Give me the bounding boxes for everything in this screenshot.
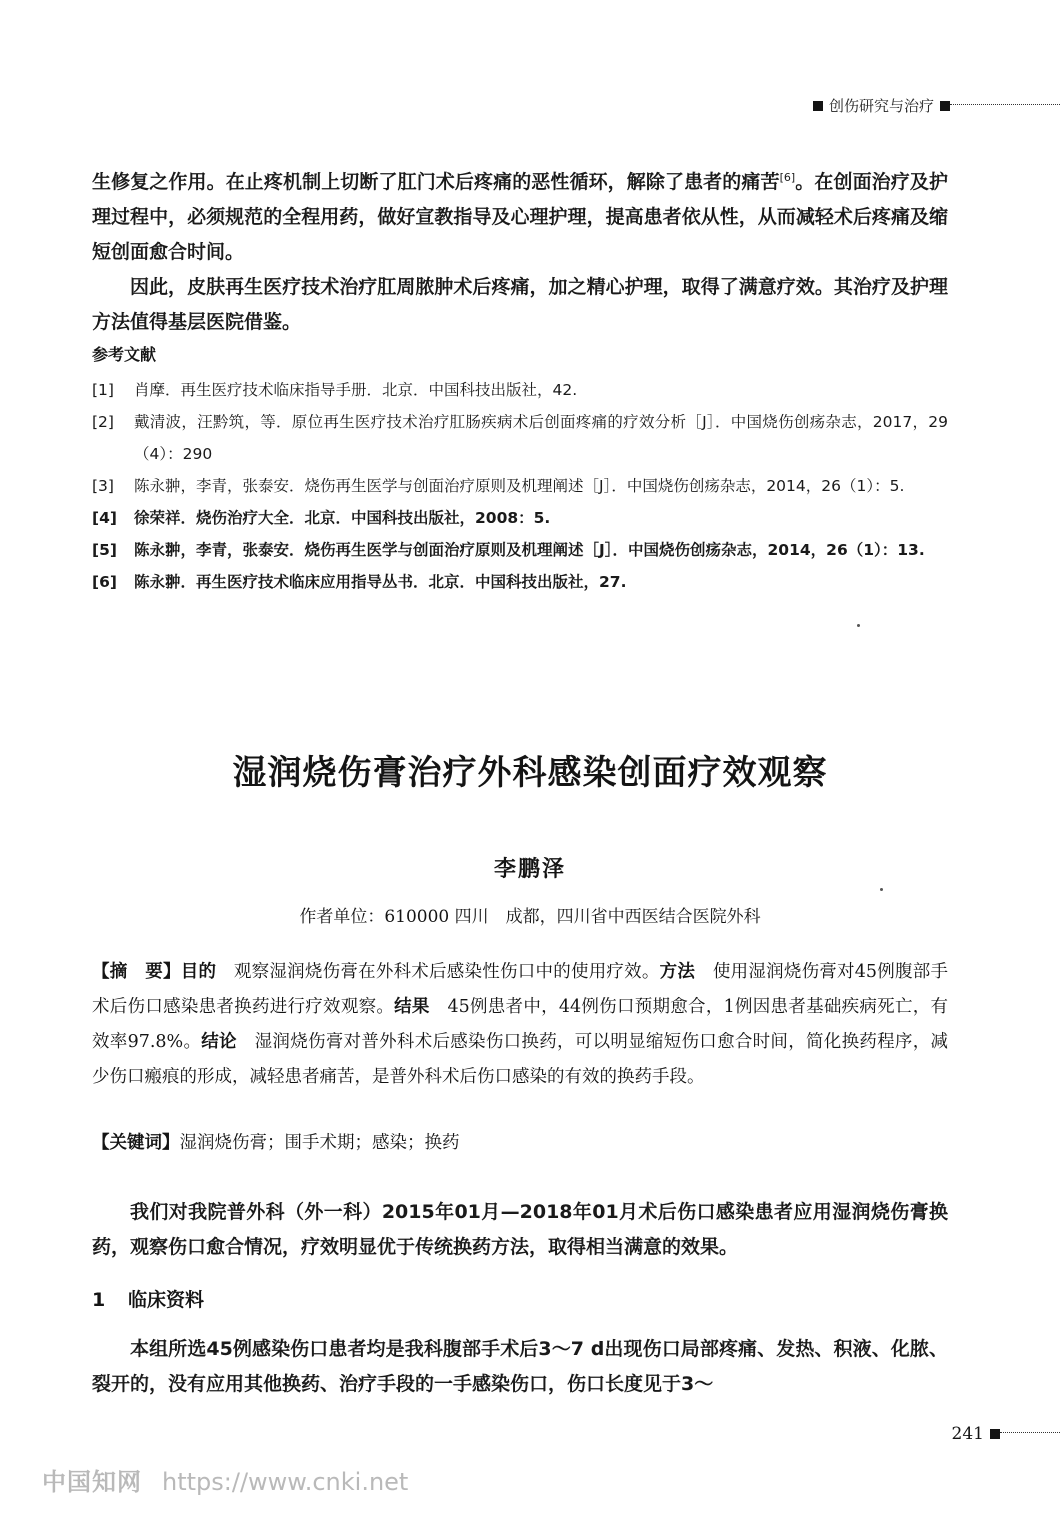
paragraph: 因此，皮肤再生医疗技术治疗肛周脓肿术后疼痛，加之精心护理，取得了满意疗效。其治疗及护理方法值得基层医院借鉴。	[92, 276, 948, 333]
reference-item: [6] 陈永翀．再生医疗技术临床应用指导丛书．北京．中国科技出版社，27.	[92, 573, 627, 591]
keywords-label: 【关键词】	[92, 1133, 180, 1153]
scan-speck	[880, 888, 883, 891]
references-heading: 参考文献	[92, 345, 157, 364]
article-author: 李鹏泽	[493, 856, 566, 882]
page-footer	[952, 1424, 1060, 1444]
dotted-leader	[1000, 1432, 1060, 1433]
abstract-label: 【摘 要】	[92, 962, 181, 982]
continued-body	[92, 165, 948, 340]
references-list	[92, 374, 948, 598]
reference-item: [5] 陈永翀，李青，张泰安．烧伤再生医学与创面治疗原则及机理阐述［J］．中国烧伤创疡杂志，2014，26（1）：13.	[92, 541, 925, 559]
reference-item: [2] 戴清波，汪黔筑，等．原位再生医疗技术治疗肛肠疾病术后创面疼痛的疗效分析［J］．中国烧伤创疡杂志，2017，29（4）：290	[92, 413, 948, 463]
dotted-leader	[950, 104, 1060, 105]
article-title: 湿润烧伤膏治疗外科感染创面疗效观察	[232, 753, 828, 793]
square-bullet-icon	[813, 101, 823, 111]
reference-item: [1] 肖摩．再生医疗技术临床指导手册．北京．中国科技出版社，42.	[92, 381, 578, 399]
reference-item: [4] 徐荣祥．烧伤治疗大全．北京．中国科技出版社，2008：5.	[92, 509, 551, 527]
paragraph: 生修复之作用。在止疼机制上切断了肛门术后疼痛的恶性循环，解除了患者的痛苦[6]。在创面治疗及护理过程中，必须规范的全程用药，做好宣教指导及心理护理，提高患者依从性，从而减轻术后疼痛及缩短创面愈合时间。	[92, 171, 948, 263]
square-bullet-icon	[940, 101, 950, 111]
square-bullet-icon	[990, 1429, 1000, 1439]
author-affiliation: 作者单位：610000 四川 成都，四川省中西医结合医院外科	[299, 907, 761, 927]
scan-speck	[857, 624, 860, 627]
running-header	[813, 95, 1060, 116]
paragraph: 我们对我院普外科（外一科）2015年01月—2018年01月术后伤口感染患者应用湿润烧伤膏换药，观察伤口愈合情况，疗效明显优于传统换药方法，取得相当满意的效果。	[92, 1201, 948, 1258]
reference-item: [3] 陈永翀，李青，张泰安．烧伤再生医学与创面治疗原则及机理阐述［J］．中国烧伤创疡杂志，2014，26（1）：5.	[92, 477, 905, 495]
page-number: 241	[951, 1424, 984, 1444]
intro-body	[92, 1195, 948, 1265]
paragraph: 本组所选45例感染伤口患者均是我科腹部手术后3～7 d出现伤口局部疼痛、发热、积液、化脓、裂开的，没有应用其他换药、治疗手段的一手感染伤口，伤口长度见于3～	[92, 1338, 948, 1395]
watermark-url: https://www.cnki.net	[162, 1468, 409, 1496]
section-label: 创伤研究与治疗	[828, 97, 934, 115]
abstract: 【摘 要】目的 观察湿润烧伤膏在外科术后感染性伤口中的使用疗效。方法 使用湿润烧伤膏对45例腹部手术后伤口感染患者换药进行疗效观察。结果 45例患者中，44例伤口预期愈合，1例因患者基础疾病死亡，有效率97.8%。结论 湿润烧伤膏对普外科术后感染伤口换药，可以明显缩短伤口愈合时间，简化换药程序，减少伤口瘢痕的形成，减轻患者痛苦，是普外科术后伤口感染的有效的换药手段。	[92, 962, 949, 1087]
keywords	[92, 1126, 948, 1161]
section-heading: 1 临床资料	[92, 1289, 205, 1311]
section-body	[92, 1332, 948, 1402]
cnki-logo: 中国知网	[42, 1468, 142, 1496]
keywords-text: 湿润烧伤膏；围手术期；感染；换药	[179, 1133, 460, 1153]
citation-superscript: [6]	[779, 171, 796, 184]
watermark	[42, 1462, 408, 1497]
